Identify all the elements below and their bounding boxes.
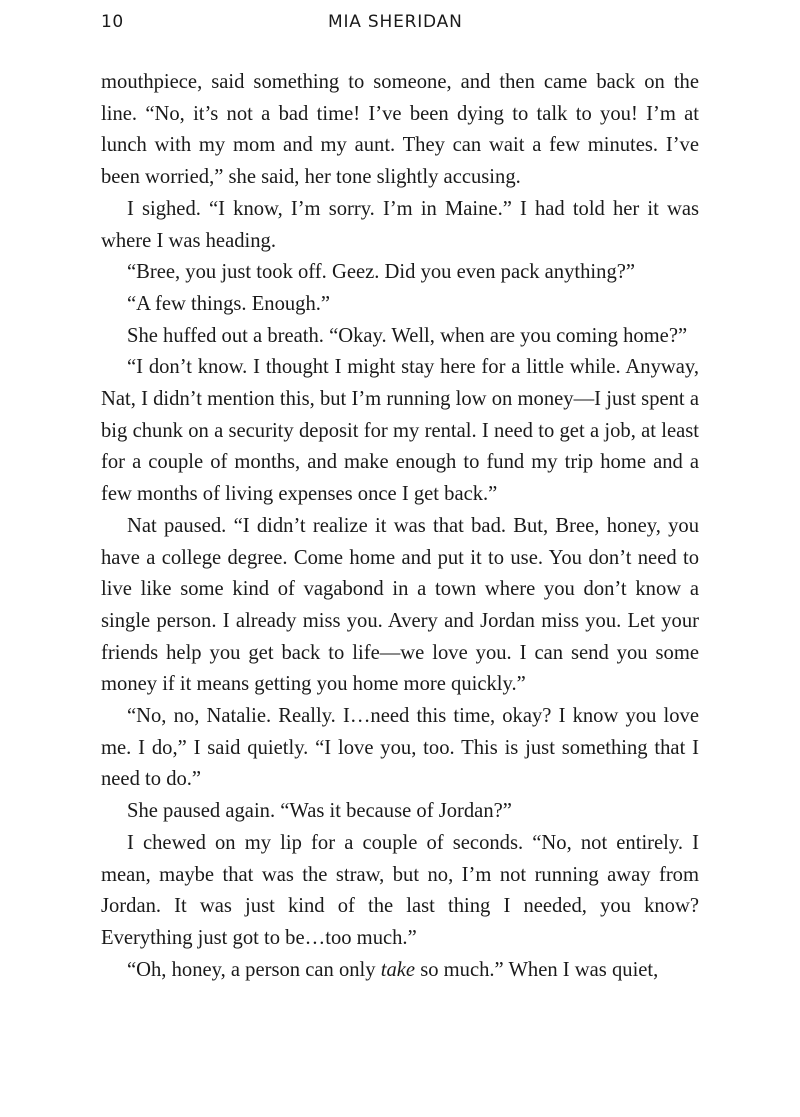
paragraph-last [101,955,699,987]
paragraph: I sighed. “I know, I’m sorry. I’m in Maine.” I had told her it was where I was heading. [101,197,699,252]
paragraph: I chewed on my lip for a couple of seconds. “No, not entirely. I mean, maybe that was the straw, but no, I’m not running away from Jordan. It was just kind of the last thing I needed, you know? Everything just got to be…too much.” [101,831,699,949]
paragraph: Nat paused. “I didn’t realize it was that bad. But, Bree, honey, you have a college degree. Come home and put it to use. You don’t need to live like some kind of vagabond in a town where you don’t know a single person. I already miss you. Avery and Jordan miss you. Let your friends help you get back to life—we love you. I can send you some money if it means getting you home more quickly.” [101,514,699,696]
paragraph-text: so much.” When I was quiet, [415,958,659,981]
running-head-author: MIA SHERIDAN [328,12,463,32]
page-header [101,12,699,38]
page-number: 10 [101,12,124,32]
paragraph: “Bree, you just took off. Geez. Did you even pack anything?” [127,261,636,284]
paragraph: “I don’t know. I thought I might stay here for a little while. Anyway, Nat, I didn’t mention this, but I’m running low on money—I just spent a big chunk on a security deposit for my rental. I need to get a job, at least for a couple of months, and make enough to fund my trip home and a few months of living expenses once I get back.” [101,356,699,506]
paragraph: She huffed out a breath. “Okay. Well, when are you coming home?” [127,324,688,347]
paragraph: “A few things. Enough.” [127,292,331,315]
emphasized-word: take [380,958,416,981]
paragraph: mouthpiece, said something to someone, and then came back on the line. “No, it’s not a bad time! I’ve been dying to talk to you! I’m at lunch with my mom and my aunt. They can wait a few minutes. I’ve been worried,” she said, her tone slightly accusing. [101,71,699,189]
paragraph: “No, no, Natalie. Really. I…need this time, okay? I know you love me. I do,” I said quietly. “I love you, too. This is just something that I need to do.” [101,705,699,791]
paragraph: She paused again. “Was it because of Jordan?” [127,800,512,823]
body-text [101,67,699,986]
paragraph-text: “Oh, honey, a person can only [127,958,381,981]
